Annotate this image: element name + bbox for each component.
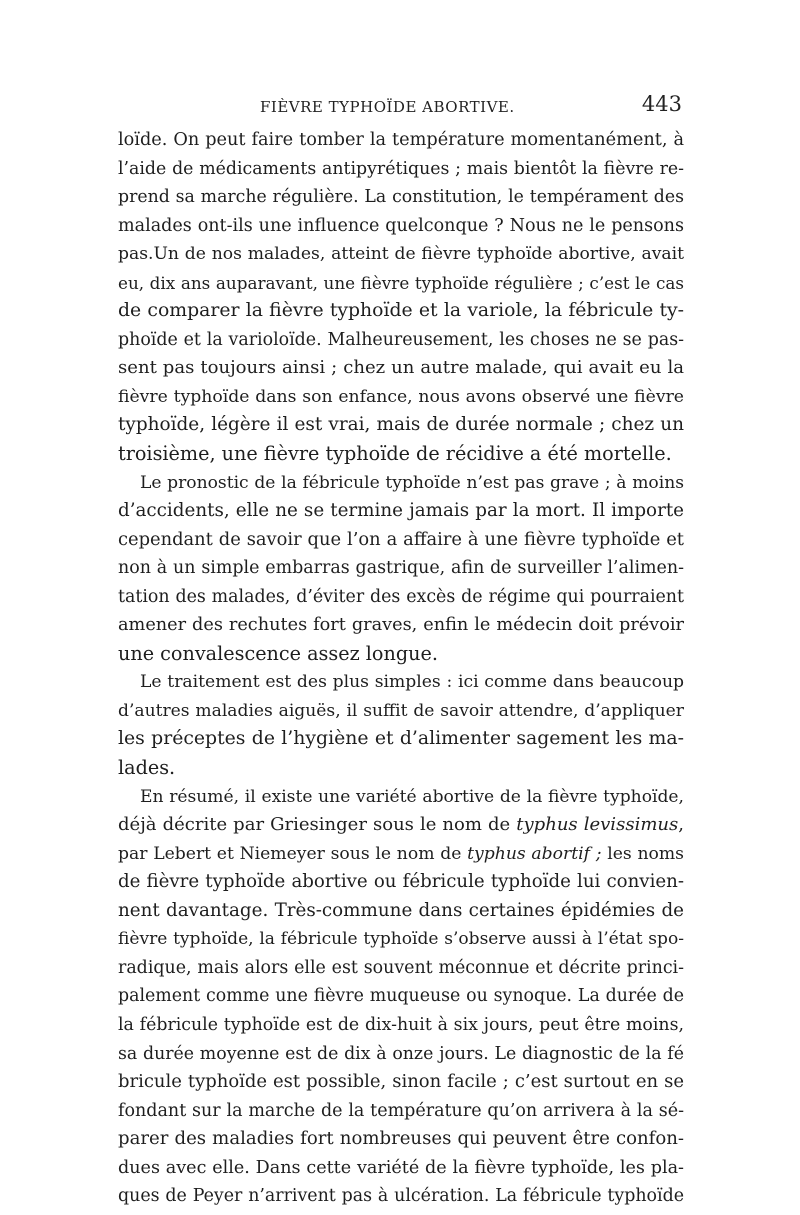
text-line [118,297,684,326]
text-line [118,668,684,697]
text-line [118,469,684,498]
text-line [118,1154,684,1183]
line-text: déjà décrite par Griesinger sous le nom de [118,814,517,836]
text-line [118,754,684,783]
line-text: En résumé, il existe une variété abortive de la fièvre typhoïde, [140,786,684,807]
text-line [118,126,684,155]
text-line [118,1011,684,1040]
line-text: sent pas toujours ainsi ; chez un autre malade, qui avait eu la [118,357,684,379]
line-text: d’autres maladies aiguës, il suffit de savoir attendre, d’appliquer [118,700,684,721]
text-line [118,811,684,840]
text-line [118,640,684,669]
line-text: une convalescence assez longue. [118,641,438,665]
line-text-after: , [678,814,684,836]
text-line [118,583,684,612]
text-line [118,383,684,412]
text-line [118,526,684,555]
page-number: 443 [641,92,682,116]
line-text: de comparer la fièvre typhoïde et la variole, la fébricule ty- [118,300,684,322]
text-line [118,925,684,954]
line-text: nent davantage. Très-commune dans certaines épidémies de [118,899,684,921]
line-text: radique, mais alors elle est souvent méconnue et décrite princi- [118,957,684,978]
line-text: la fébricule typhoïde est de dix-huit à six jours, peut être moins, [118,1014,684,1035]
line-text: loïde. On peut faire tomber la température momentanément, à [118,130,684,150]
text-line [118,155,684,184]
text-line [118,954,684,983]
text-line [118,1125,684,1154]
text-line [118,240,684,269]
text-line [118,1182,684,1211]
text-line [118,411,684,440]
line-italic-text: typhus levissimus [516,814,679,836]
text-line [118,611,684,640]
text-line [118,897,684,926]
body-text [118,126,684,1211]
line-text: d’accidents, elle ne se termine jamais par la mort. Il importe [118,500,684,522]
text-line [118,868,684,897]
text-line [118,326,684,355]
text-line [118,269,684,298]
text-line [118,212,684,241]
line-text: les préceptes de l’hygiène et d’alimenter sagement les ma- [118,728,684,750]
text-line [118,497,684,526]
line-text: eu, dix ans auparavant, une fièvre typhoïde régulière ; c’est le cas [118,272,684,293]
line-text: bricule typhoïde est possible, sinon facile ; c’est surtout en se [118,1071,684,1093]
text-line [118,783,684,812]
line-text: pas.Un de nos malades, atteint de fièvre typhoïde abortive, avait [118,244,684,265]
line-text: dues avec elle. Dans cette variété de la fièvre typhoïde, les pla- [118,1157,684,1178]
line-text: cependant de savoir que l’on a affaire à une fièvre typhoïde et [118,528,684,550]
line-text: troisième, une fièvre typhoïde de récidive a été mortelle. [118,442,672,466]
text-line [118,840,684,869]
line-text: palement comme une fièvre muqueuse ou synoque. La durée de [118,986,684,1007]
text-line [118,183,684,212]
text-line [118,697,684,726]
text-line [118,1097,684,1126]
line-text: fondant sur la marche de la température qu’on arrivera à la sé- [118,1100,684,1121]
line-text: amener des rechutes fort graves, enfin le médecin doit prévoir [118,615,684,636]
text-line [118,1068,684,1097]
line-text: sa durée moyenne est de dix à onze jours. Le diagnostic de la fé [118,1043,684,1064]
text-line [118,1040,684,1069]
text-line [118,440,684,469]
page-header [100,92,682,120]
line-text: Le traitement est des plus simples : ici comme dans beaucoup [140,672,684,693]
line-text: de fièvre typhoïde abortive ou fébricule typhoïde lui convien- [118,871,684,893]
line-italic-text: typhus abortif ; [467,843,602,864]
line-text: Le pronostic de la fébricule typhoïde n’est pas grave ; à moins [140,472,684,493]
text-line [118,554,684,583]
line-text-after: les noms [601,843,685,864]
line-text: malades ont-ils une influence quelconque ? Nous ne le pensons [118,215,684,236]
text-line [118,982,684,1011]
running-title: FIÈVRE TYPHOÏDE ABORTIVE. [260,98,515,116]
line-text: ques de Peyer n’arrivent pas à ulcération. La fébricule typhoïde [118,1186,684,1207]
line-text: phoïde et la varioloïde. Malheureusement, les choses ne se pas- [118,329,684,350]
text-line [118,354,684,383]
line-text: prend sa marche régulière. La constitution, le tempérament des [118,187,684,208]
line-text: parer des maladies fort nombreuses qui peuvent être confon- [118,1128,684,1150]
line-text: fièvre typhoïde dans son enfance, nous avons observé une fièvre [118,386,684,407]
line-text: tation des malades, d’éviter des excès de régime qui pourraient [118,586,684,607]
line-text: par Lebert et Niemeyer sous le nom de [118,843,468,864]
line-text: l’aide de médicaments antipyrétiques ; mais bientôt la fièvre re- [118,158,684,179]
line-text: fièvre typhoïde, la fébricule typhoïde s’observe aussi à l’état spo- [118,929,684,950]
text-line [118,725,684,754]
line-text: non à un simple embarras gastrique, afin de surveiller l’alimen- [118,558,684,579]
line-text: typhoïde, légère il est vrai, mais de durée normale ; chez un [118,414,684,436]
line-text: lades. [118,756,176,780]
